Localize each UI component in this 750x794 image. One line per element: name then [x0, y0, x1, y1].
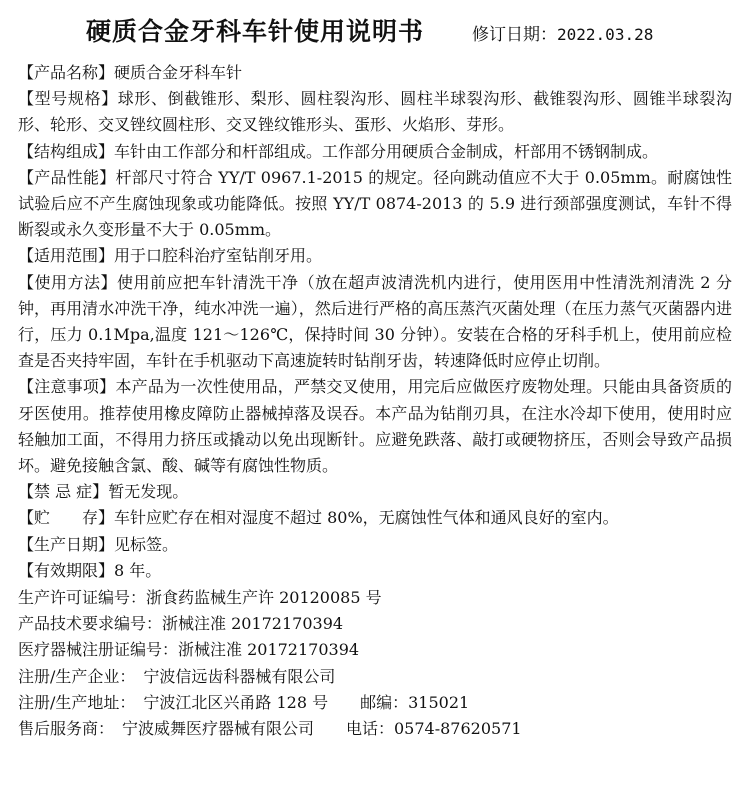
section-label: 【禁 忌 症】 [18, 482, 109, 502]
section-models [18, 86, 732, 138]
section-scope [18, 243, 732, 269]
section-usage [18, 270, 732, 375]
technical-requirement-number: 产品技术要求编号：浙械注准 20172170394 [18, 614, 344, 634]
section-label: 【产品性能】 [18, 167, 116, 187]
registration-certificate-number: 医疗器械注册证编号：浙械注准 20172170394 [18, 640, 360, 660]
section-structure [18, 139, 732, 165]
section-label: 【型号规格】 [18, 89, 118, 109]
after-sales-service: 售后服务商： 宁波威舞医疗器械有限公司 电话：0574-87620571 [18, 719, 522, 739]
section-production-date [18, 532, 732, 558]
section-label: 【有效期限】 [18, 560, 115, 580]
section-product-name [18, 60, 732, 86]
section-label: 【使用方法】 [18, 272, 118, 292]
section-text: 8 年。 [114, 560, 162, 580]
section-text: 本产品为一次性使用品，严禁交叉使用，用完后应做医疗废物处理。只能由具备资质的牙医使用。推荐使用橡皮障防止器械掉落及误吞。本产品为钻削刃具，在注水冷却下使用，使用时应轻触加工面，不得用力挤压或撬动以免出现断针。应避免跌落、敲打或硬物挤压，否则会导致产品损坏。避免接触含氯、酸、碱等有腐蚀性物质。 [18, 377, 732, 476]
registration-info [18, 585, 732, 742]
section-text: 球形、倒截锥形、梨形、圆柱裂沟形、圆柱半球裂沟形、截锥裂沟形、圆锥半球裂沟形、轮形、交叉锉纹圆柱形、交叉锉纹锥形头、蛋形、火焰形、芽形。 [18, 89, 732, 135]
header [18, 12, 732, 60]
manufacturer-address: 注册/生产地址： 宁波江北区兴甬路 128 号 邮编：315021 [18, 692, 470, 712]
section-precautions [18, 374, 732, 479]
manufacturer: 注册/生产企业： 宁波信远齿科器械有限公司 [18, 666, 336, 686]
revision-date: 2022.03.28 [557, 25, 654, 44]
section-text: 用于口腔科治疗室钻削牙用。 [114, 246, 323, 266]
production-license: 生产许可证编号：浙食药监械生产许 20120085 号 [18, 588, 382, 608]
section-text: 暂无发现。 [108, 482, 189, 502]
section-text: 使用前应把车针清洗干净（放在超声波清洗机内进行，使用医用中性清洗剂清洗 2 分钟，再用清水冲洗干净，纯水冲洗一遍），然后进行严格的高压蒸汽灭菌处理（在压力蒸气灭菌器内进行，压力 0.1Mpa,温度 121～126℃，保持时间 30 分钟）。安装在合格的牙科手机上，使用前应检查是否夹持牢固，车针在手机驱动下高速旋转时钻削牙齿，转速降低时应停止切削。 [18, 272, 732, 371]
section-validity [18, 558, 732, 584]
section-label: 【注意事项】 [18, 377, 116, 397]
section-label: 【贮 存】 [18, 508, 115, 528]
section-label: 【生产日期】 [18, 534, 115, 554]
section-storage [18, 505, 732, 531]
revision-label: 修订日期： [472, 25, 558, 45]
section-text: 杆部尺寸符合 YY/T 0967.1-2015 的规定。径向跳动值应不大于 0.05mm。耐腐蚀性试验后应不产生腐蚀现象或功能降低。按照 YY/T 0874-2013 的 5.9 进行颈部强度测试，车针不得断裂或永久变形量不大于 0.05mm。 [18, 167, 732, 240]
section-text: 车针由工作部分和杆部组成。工作部分用硬质合金制成，杆部用不锈钢制成。 [114, 141, 659, 161]
section-performance [18, 165, 732, 244]
section-label: 【结构组成】 [18, 141, 115, 161]
section-text: 硬质合金牙科车针 [114, 63, 243, 82]
section-text: 见标签。 [114, 534, 179, 554]
section-label: 【适用范围】 [18, 246, 115, 266]
page-title: 硬质合金牙科车针使用说明书 [86, 17, 425, 46]
section-label: 【产品名称】 [18, 63, 115, 82]
section-contraindications [18, 479, 732, 505]
section-text: 车针应贮存在相对湿度不超过 80%，无腐蚀性气体和通风良好的室内。 [114, 508, 619, 528]
